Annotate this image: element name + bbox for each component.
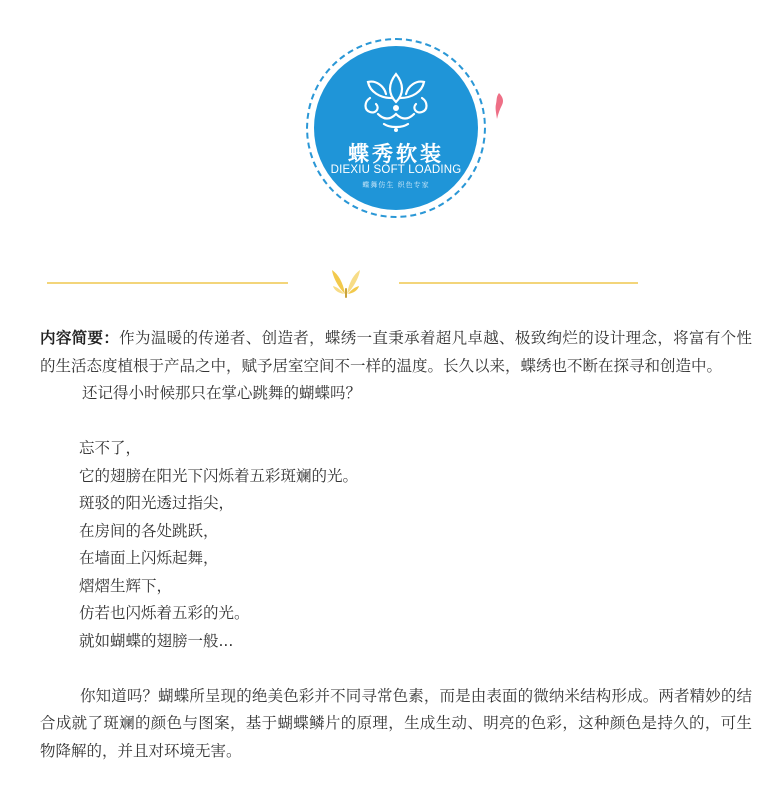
poem-line: 就如蝴蝶的翅膀一般...: [79, 631, 234, 650]
summary-text: 作为温暖的传递者、创造者，蝶绣一直秉承着超凡卓越、极致绚烂的设计理念，将富有个性的生活态度植根于产品之中，赋予居室空间不一样的温度。长久以来，蝶绣也不断在探寻和创造中。: [40, 329, 752, 375]
lotus-ornament-icon: [358, 68, 434, 134]
logo-disc: [314, 46, 478, 210]
brand-logo: [306, 38, 486, 218]
summary-label: 内容简要：: [40, 329, 120, 347]
poem-line: 仿若也闪烁着五彩的光。: [79, 604, 250, 622]
poem-line: 它的翅膀在阳光下闪烁着五彩斑斓的光。: [79, 466, 359, 485]
poem-line: 在房间的各处跳跃，: [79, 521, 219, 540]
poem-line: 斑驳的阳光透过指尖，: [79, 494, 235, 512]
question-line: 还记得小时候那只在掌心跳舞的蝴蝶吗？: [82, 384, 362, 402]
closing-paragraph: 你知道吗？蝴蝶所呈现的绝美色彩并不同寻常色素，而是由表面的微纳米结构形成。两者精妙的结合成就了斑斓的颜色与图案，基于蝴蝶鳞片的原理，生成生动、明亮的色彩，这种颜色是持久的，可生物降解的，并且对环境无害。: [40, 686, 752, 760]
poem-line: 在墙面上闪烁起舞，: [79, 549, 219, 567]
butterfly-icon: [329, 266, 363, 302]
brand-name-cn: 蝶秀软装: [348, 142, 444, 166]
brand-name-en: DIEXIU SOFT LOADING: [330, 164, 462, 176]
poem-line: 熠熠生辉下，: [79, 576, 173, 595]
divider-line-left: [47, 282, 288, 284]
divider-line-right: [399, 282, 638, 284]
spacer: [40, 408, 752, 436]
spacer: [40, 655, 752, 683]
summary-paragraph: [40, 325, 752, 380]
pink-drop-icon: [493, 92, 505, 120]
poem-line: 忘不了，: [79, 439, 142, 457]
article-body: [40, 325, 752, 765]
brand-tagline: 蝶舞仿生 织色专家: [362, 181, 430, 189]
